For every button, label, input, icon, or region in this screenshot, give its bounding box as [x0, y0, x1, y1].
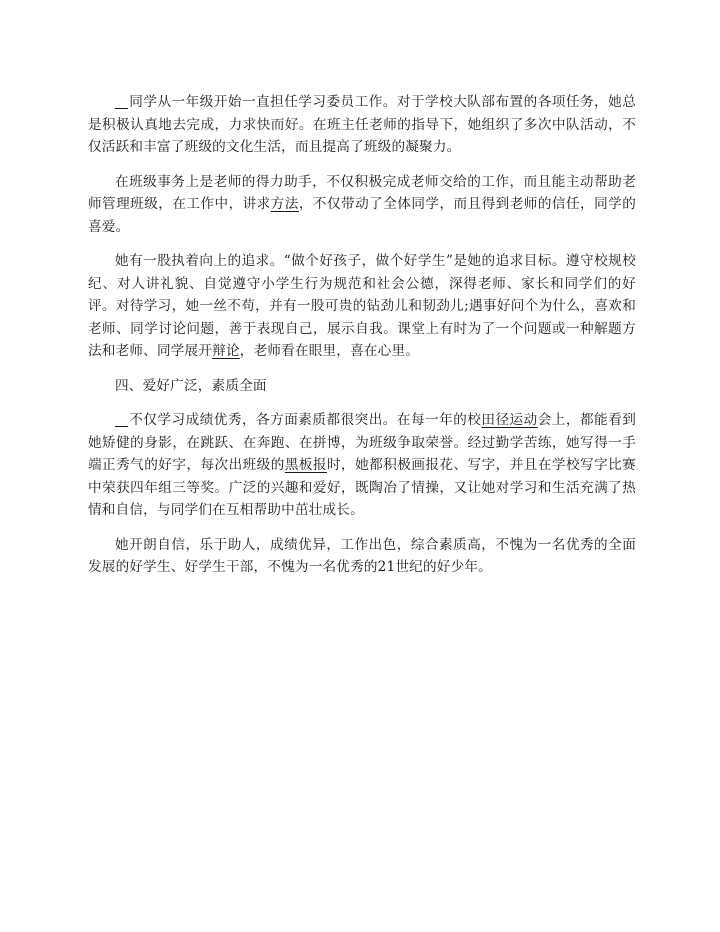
- paragraph-text: ，不仅带动了全体同学，而且得到老师的信任，同学的喜爱。: [88, 196, 636, 235]
- paragraph-text: 她有一股执着向上的追求。“做个好孩子，做个好学生”是她的追求目标。遵守校规校纪、对人讲礼貌、自觉遵守小学生行为规范和社会公德，深得老师、家长和同学们的好评。对待学习，她一丝不苟，并有一股可贵的钻劲儿和韧劲儿;遇事好问个为什么，喜欢和老师、同学讨论问题，善于表现自己，展示自我。课堂上有时为了一个问题或一种解题方法和老师、同学展开: [88, 253, 636, 359]
- paragraph-text: 同学从一年级开始一直担任学习委员工作。对于学校大队部布置的各项任务，她总是积极认真地去完成，力求快而好。在班主任老师的指导下，她组织了多次中队活动，不仅活跃和丰富了班级的文化生活，而且提高了班级的凝聚力。: [88, 94, 636, 155]
- link-blackboard[interactable]: 黑板报: [284, 457, 327, 473]
- paragraph-text: 在班级事务上是老师的得力助手，不仅积极完成老师交给的工作，而且能主动帮助老师管理班级，在工作中，讲求: [88, 173, 636, 212]
- link-method[interactable]: 方法: [270, 196, 299, 212]
- name-blank: [115, 412, 128, 427]
- name-blank: [115, 94, 128, 109]
- paragraph-teacher-helper: [88, 171, 636, 239]
- paragraph-hobbies: [88, 409, 636, 522]
- paragraph-conclusion: 她开朗自信，乐于助人，成绩优异，工作出色，综合素质高，不愧为一名优秀的全面发展的好学生、好学生干部，不愧为一名优秀的21世纪的好少年。: [88, 536, 636, 575]
- link-track-field[interactable]: 田径运动: [481, 412, 538, 428]
- paragraph-text: 不仅学习成绩优秀，各方面素质都很突出。在每一年的校: [129, 412, 482, 428]
- paragraph-text: ，老师看在眼里，喜在心里。: [239, 343, 420, 359]
- paragraph-text: 时，她都积极画报花、写字，并且在学校写字比赛中荣获四年组三等奖。广泛的兴趣和爱好，既陶冶了情操，又让她对学习和生活充满了热情和自信，与同学们在互相帮助中茁壮成长。: [88, 457, 636, 518]
- section-heading: 四、爱好广泛，素质全面: [115, 377, 267, 394]
- document-body: [88, 91, 636, 579]
- paragraph-text: 会上，都能看到她矫健的身影，在跳跃、在奔跑、在拼博，为班级争取荣誉。经过勤学苦练，她写得一手端正秀气的好字，每次出班级的: [88, 412, 636, 473]
- link-debate[interactable]: 辩论: [212, 343, 240, 359]
- paragraph-study-committee: [88, 91, 636, 159]
- paragraph-pursuit: [88, 250, 636, 363]
